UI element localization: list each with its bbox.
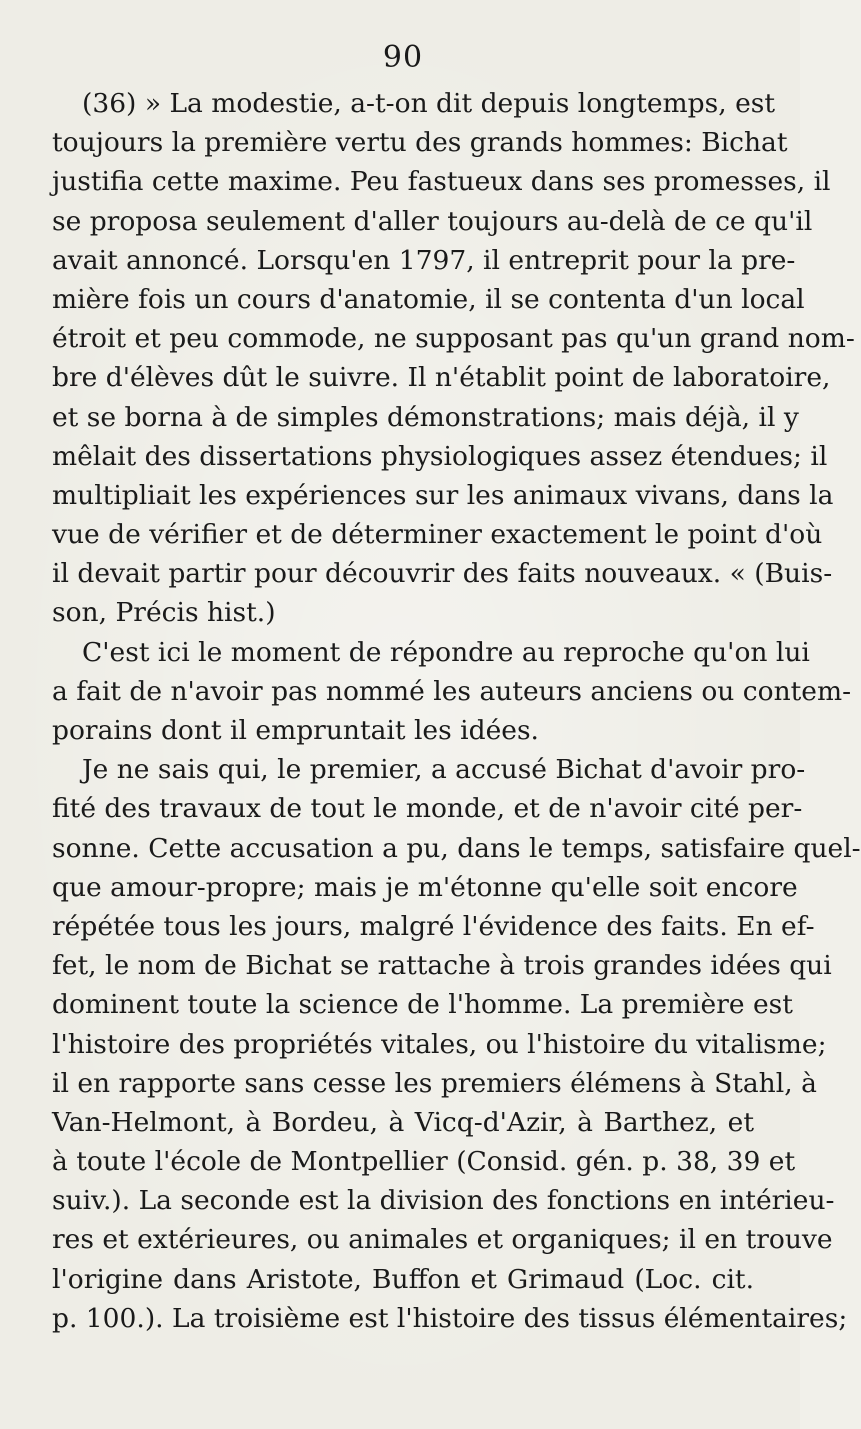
text-line: p. 100.). La troisième est l'histoire des tissus élémentaires; xyxy=(52,1302,848,1334)
text-line: suiv.). La seconde est la division des fonctions en intérieu- xyxy=(52,1185,835,1217)
text-line: que amour-propre; mais je m'étonne qu'elle soit encore xyxy=(52,871,798,903)
text-line: sonne. Cette accusation a pu, dans le temps, satisfaire quel- xyxy=(52,832,861,864)
text-line: fité des travaux de tout le monde, et de n'avoir cité per- xyxy=(52,793,803,825)
text-line: fet, le nom de Bichat se rattache à trois grandes idées qui xyxy=(52,950,832,982)
text-line: étroit et peu commode, ne supposant pas qu'un grand nom- xyxy=(52,323,855,355)
text-line: justifia cette maxime. Peu fastueux dans ses promesses, il xyxy=(52,166,831,198)
text-line: il en rapporte sans cesse les premiers élémens à Stahl, à xyxy=(52,1067,817,1099)
text-line: l'histoire des propriétés vitales, ou l'histoire du vitalisme; xyxy=(52,1028,827,1060)
text-line: bre d'élèves dût le suivre. Il n'établit point de laboratoire, xyxy=(52,362,831,394)
text-line: à toute l'école de Montpellier (Consid. gén. p. 38, 39 et xyxy=(52,1146,796,1178)
text-line: porains dont il empruntait les idées. xyxy=(52,715,539,746)
text-line: l'origine dans Aristote, Buffon et Grimaud (Loc. cit. xyxy=(52,1263,754,1295)
paragraph xyxy=(52,84,855,633)
text-line: et se borna à de simples démonstrations; mais déjà, il y xyxy=(52,401,799,433)
text-line: mière fois un cours d'anatomie, il se contenta d'un local xyxy=(52,283,805,315)
text-line: son, Précis hist.) xyxy=(52,597,276,629)
text-line: se proposa seulement d'aller toujours au-delà de ce qu'il xyxy=(52,205,813,237)
text-line: vue de vérifier et de déterminer exactement le point d'où xyxy=(52,519,823,551)
paragraph xyxy=(52,633,852,751)
text-body xyxy=(52,84,861,1338)
text-line: res et extérieures, ou animales et organiques; il en trouve xyxy=(52,1224,833,1256)
text-line: Je ne sais qui, le premier, a accusé Bichat d'avoir pro- xyxy=(82,754,806,786)
text-line: dominent toute la science de l'homme. La première est xyxy=(52,989,793,1021)
text-line: C'est ici le moment de répondre au reproche qu'on lui xyxy=(82,636,810,668)
text-line: toujours la première vertu des grands hommes: Bichat xyxy=(52,127,788,159)
text-line: a fait de n'avoir pas nommé les auteurs anciens ou contem- xyxy=(52,675,852,707)
text-line: Van-Helmont, à Bordeu, à Vicq-d'Azir, à Barthez, et xyxy=(52,1106,754,1138)
text-line: il devait partir pour découvrir des faits nouveaux. « (Buis- xyxy=(52,558,833,590)
text-line: avait annoncé. Lorsqu'en 1797, il entreprit pour la pre- xyxy=(52,244,796,276)
paragraph xyxy=(52,750,861,1338)
text-line: mêlait des dissertations physiologiques assez étendues; il xyxy=(52,440,828,472)
page-number: 90 xyxy=(382,40,424,75)
text-line: multipliait les expériences sur les animaux vivans, dans la xyxy=(52,479,834,511)
text-line: (36) » La modestie, a-t-on dit depuis longtemps, est xyxy=(82,88,776,119)
text-line: répétée tous les jours, malgré l'évidence des faits. En ef- xyxy=(52,910,815,942)
